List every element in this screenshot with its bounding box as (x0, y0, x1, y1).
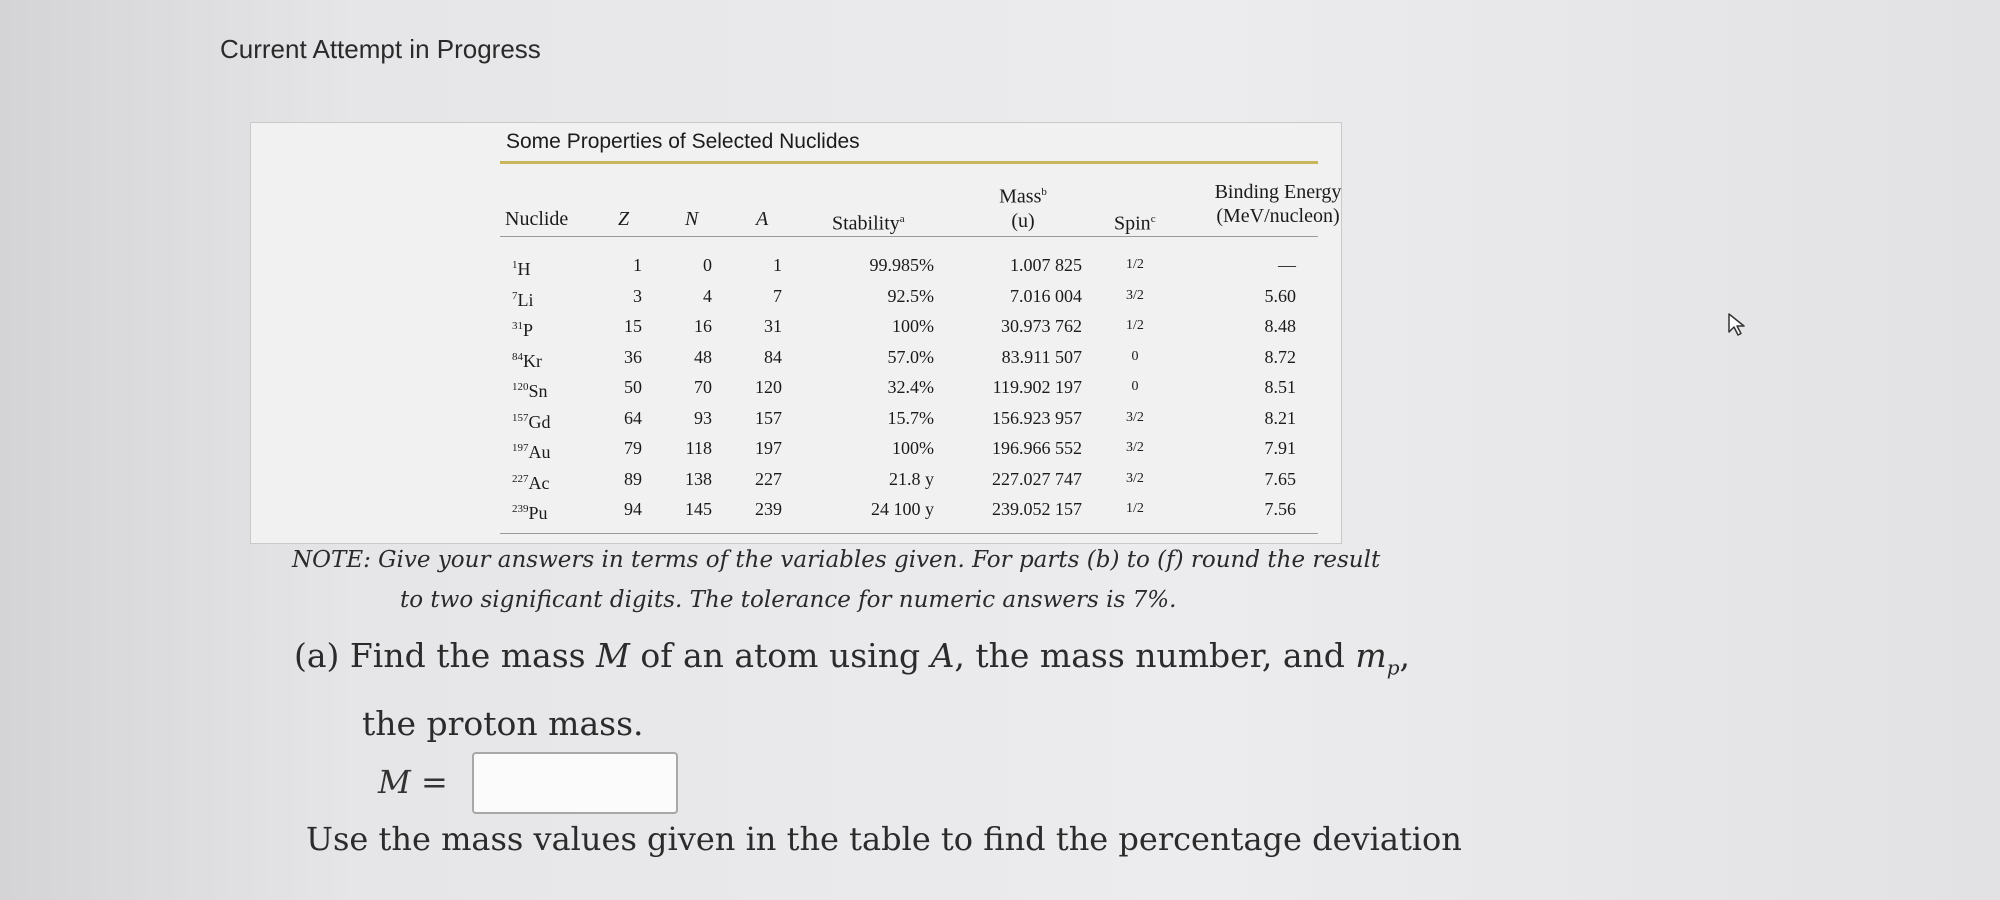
cell-be: 8.48 (1264, 316, 1296, 336)
cell-stability: 100% (892, 316, 934, 336)
cell-z: 15 (624, 316, 642, 336)
cell-spin: 1/2 (1126, 501, 1144, 516)
cell-n: 145 (685, 499, 712, 519)
cell-a: 227 (755, 468, 782, 489)
cell-spin: 0 (1131, 379, 1139, 394)
header-spin: Spin$^c$ (1114, 212, 1156, 235)
cell-a: 7 (773, 285, 782, 306)
cell-be: 5.60 (1264, 285, 1296, 306)
cell-nuclide: $^{84}$Kr (512, 350, 542, 371)
cell-a: 157 (755, 407, 782, 428)
cell-stability: 32.4% (887, 377, 934, 397)
cell-spin: 3/2 (1126, 440, 1144, 455)
cell-a: 1 (773, 255, 782, 275)
cell-n: 70 (694, 377, 712, 397)
cell-stability: 100% (892, 438, 934, 458)
cell-be: 8.72 (1264, 346, 1296, 367)
cell-nuclide: $^{227}$Ac (512, 472, 550, 493)
cell-be: 7.65 (1264, 468, 1296, 489)
cell-z: 3 (633, 285, 642, 306)
cell-n: 0 (703, 255, 712, 275)
cell-stability: 21.8 y (889, 468, 934, 489)
followup-question: Use the mass values given in the table to find the percentage deviation (306, 820, 1462, 858)
cell-nuclide: $^7$Li (512, 289, 534, 310)
cell-stability: 57.0% (887, 346, 934, 367)
cell-spin: 3/2 (1126, 287, 1144, 303)
cell-stability: 92.5% (887, 285, 934, 306)
header-a: A (756, 208, 769, 230)
cell-be: 7.91 (1264, 438, 1296, 458)
cell-n: 93 (694, 407, 712, 428)
cell-be: 8.51 (1264, 377, 1296, 397)
answer-input-m[interactable] (472, 752, 678, 814)
part-a-line-2: the proton mass. (362, 703, 644, 743)
table-bottom-rule (500, 533, 1318, 534)
note-line-1: NOTE: Give your answers in terms of the variables given. For parts (b) to (f) round the result (292, 547, 1381, 573)
cell-nuclide: $^{31}$P (512, 320, 534, 340)
cell-n: 118 (685, 438, 712, 458)
cell-mass: 196.966 552 (992, 438, 1082, 458)
note (292, 540, 1592, 620)
cell-nuclide: $^{239}$Pu (512, 503, 548, 523)
cell-mass: 83.911 507 (1001, 346, 1082, 367)
cell-be: 8.21 (1264, 407, 1296, 428)
cell-spin: 1/2 (1126, 257, 1144, 272)
cell-stability: 99.985% (869, 255, 934, 275)
header-mass: Mass$^b$ (u) (999, 185, 1047, 232)
cell-mass: 156.923 957 (992, 407, 1082, 428)
header-binding-energy: Binding Energy (MeV/nucleon) (1214, 181, 1342, 227)
cell-nuclide: $^{120}$Sn (512, 381, 548, 401)
cell-mass: 239.052 157 (992, 499, 1082, 519)
cell-n: 48 (694, 346, 712, 367)
cell-z: 64 (624, 407, 642, 428)
header-n: N (685, 208, 699, 230)
cell-a: 120 (755, 377, 782, 397)
cell-spin: 1/2 (1126, 318, 1144, 333)
cell-spin: 3/2 (1126, 409, 1144, 425)
cell-nuclide: $^1$H (512, 259, 531, 279)
cell-spin: 0 (1131, 348, 1139, 364)
cell-n: 138 (685, 468, 712, 489)
cell-a: 84 (764, 346, 782, 367)
cell-stability: 24 100 y (871, 499, 934, 519)
cell-z: 89 (624, 468, 642, 489)
cell-mass: 227.027 747 (992, 468, 1082, 489)
cell-stability: 15.7% (887, 407, 934, 428)
part-a-question (294, 628, 1410, 752)
cell-mass: 7.016 004 (1010, 285, 1082, 306)
part-a-line-1: (a) Find the mass M of an atom using A, the mass number, and $m_p$, (294, 636, 1410, 680)
table-caption: Some Properties of Selected Nuclides (506, 130, 860, 153)
cell-z: 79 (624, 438, 642, 458)
cell-mass: 1.007 825 (1010, 255, 1082, 275)
cell-nuclide: $^{157}$Gd (512, 411, 551, 432)
cell-a: 197 (755, 438, 782, 458)
cell-mass: 30.973 762 (1001, 316, 1082, 336)
header-rule (500, 236, 1318, 237)
cell-be: 7.56 (1264, 499, 1296, 519)
cell-mass: 119.902 197 (992, 377, 1082, 397)
cell-a: 31 (764, 316, 782, 336)
attempt-title: Current Attempt in Progress (220, 34, 541, 64)
header-nuclide: Nuclide (505, 208, 569, 230)
cell-nuclide: $^{197}$Au (512, 442, 551, 462)
cell-n: 16 (694, 316, 712, 336)
note-line-2: to two significant digits. The tolerance for numeric answers is 7%. (400, 587, 1177, 613)
cell-spin: 3/2 (1126, 470, 1144, 486)
cell-a: 239 (755, 499, 782, 519)
mouse-pointer-icon (1727, 312, 1749, 338)
cell-n: 4 (703, 285, 712, 306)
header-z: Z (618, 208, 630, 230)
answer-label-m: M = (378, 763, 448, 801)
cell-z: 36 (624, 346, 642, 367)
cell-z: 1 (633, 255, 642, 275)
cell-be: — (1278, 255, 1296, 275)
cell-z: 94 (624, 499, 642, 519)
header-stability: Stability$^a$ (832, 212, 905, 235)
cell-z: 50 (624, 377, 642, 397)
caption-rule (500, 161, 1318, 164)
